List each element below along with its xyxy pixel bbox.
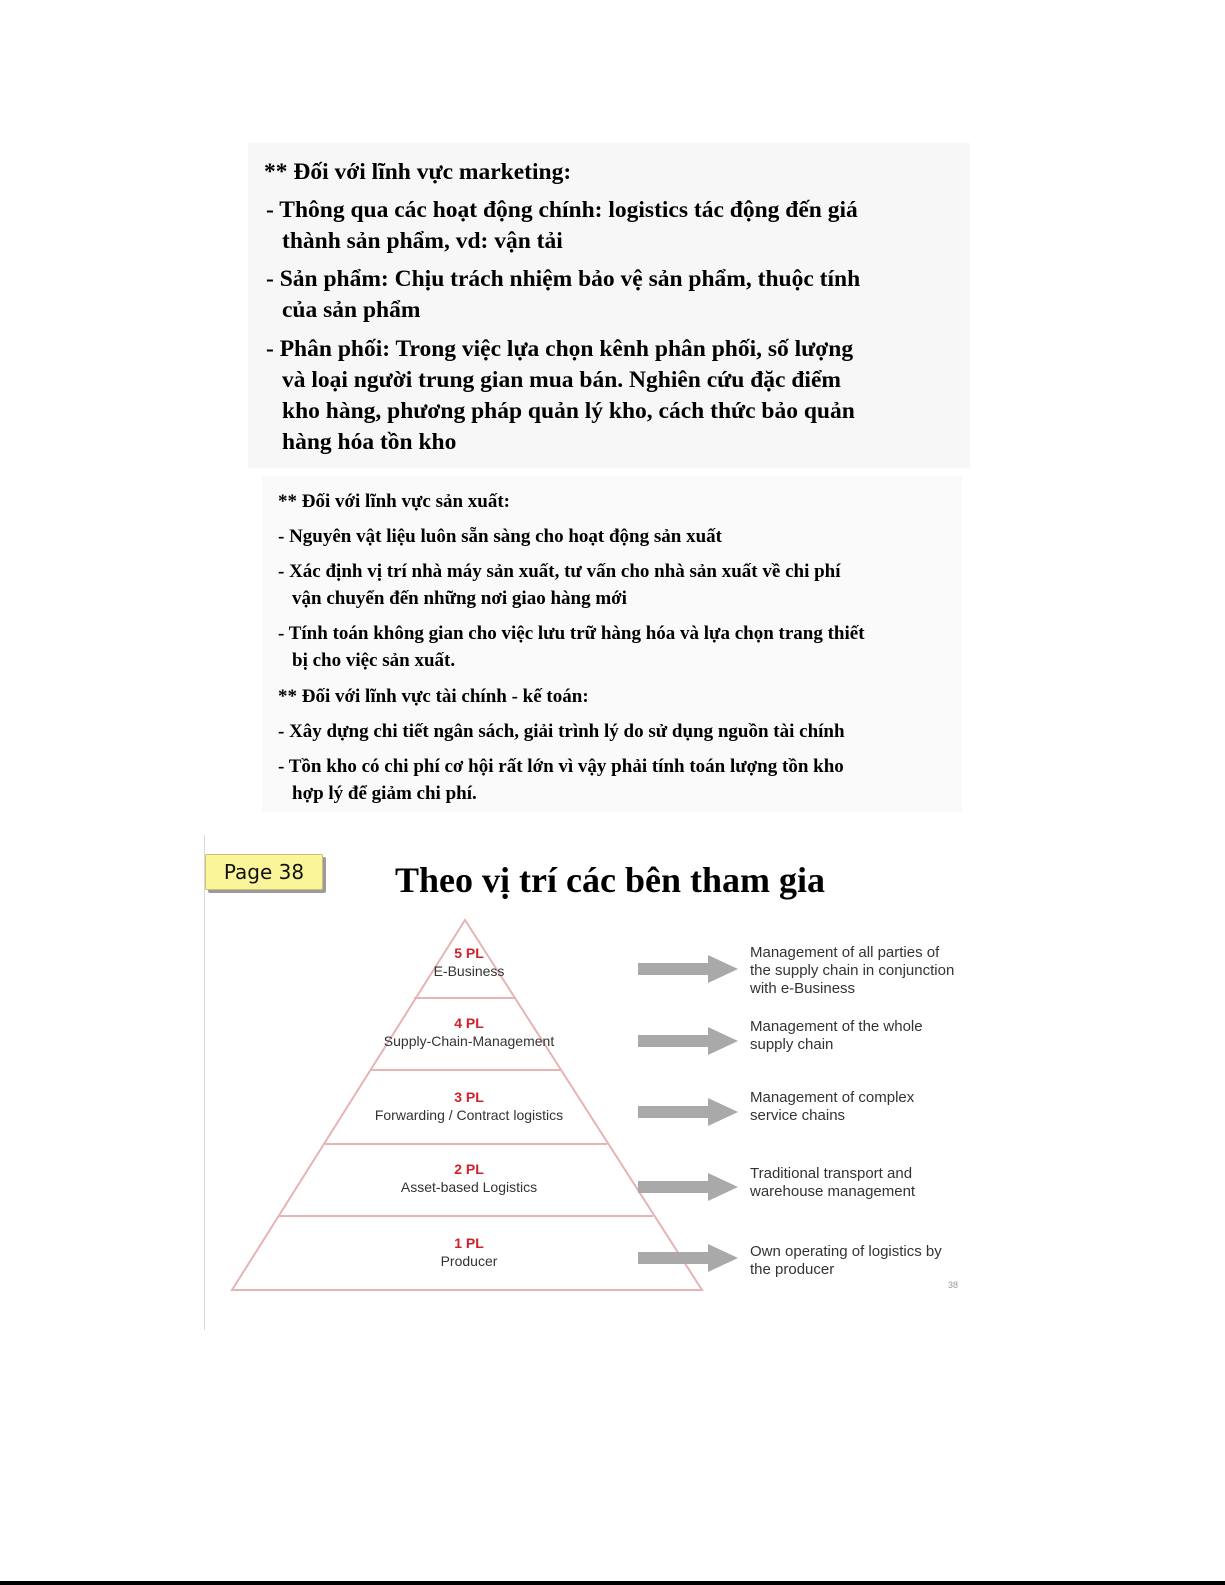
- level-2pl-name: Asset-based Logistics: [400, 1179, 538, 1195]
- level-4pl-code: 4 PL: [454, 1015, 484, 1031]
- level-3pl: [319, 1089, 619, 1124]
- level-2pl-description: [750, 1165, 1000, 1201]
- arrow-right-icon: [638, 1026, 740, 1056]
- marketing-item-3-line1: - Phân phối: Trong việc lựa chọn kênh phân phối, số lượng: [266, 336, 854, 362]
- level-5pl-code: 5 PL: [454, 945, 484, 961]
- page-badge: Page 38: [205, 854, 323, 890]
- level-3pl-desc-line1: Management of complex: [750, 1089, 915, 1106]
- arrow-right-icon: [638, 954, 740, 984]
- level-5pl-desc-line2: the supply chain in conjunction: [750, 962, 955, 979]
- marketing-item-1-line2: thành sản phẩm, vd: vận tải: [282, 228, 563, 254]
- level-5pl-desc-line3: with e-Business: [750, 980, 856, 997]
- production-item-1: [278, 523, 950, 550]
- level-1pl-desc-line1: Own operating of logistics by: [750, 1243, 942, 1260]
- level-5pl-description: [750, 944, 1000, 998]
- marketing-item-2: [266, 264, 966, 326]
- finance-item-2-line1: - Tồn kho có chi phí cơ hội rất lớn vì vậy phải tính toán lượng tồn kho: [278, 756, 844, 777]
- level-1pl-description: [750, 1243, 1000, 1279]
- production-item-2: [278, 558, 950, 612]
- level-2pl: [319, 1161, 619, 1196]
- production-heading: ** Đối với lĩnh vực sản xuất:: [278, 491, 511, 512]
- level-5pl-name: E-Business: [433, 963, 505, 979]
- level-5pl-desc-line1: Management of all parties of: [750, 944, 940, 961]
- level-3pl-name: Forwarding / Contract logistics: [374, 1107, 564, 1123]
- finance-item-2: [278, 753, 950, 807]
- arrow-right-icon: [638, 1097, 740, 1127]
- marketing-item-3: [266, 334, 966, 458]
- slide-divider: [204, 835, 205, 1330]
- level-2pl-desc-line1: Traditional transport and: [750, 1165, 913, 1182]
- production-item-3-line2: bị cho việc sản xuất.: [292, 650, 456, 671]
- finance-item-2-line2: hợp lý để giảm chi phí.: [292, 783, 477, 804]
- level-4pl-desc-line2: supply chain: [750, 1036, 834, 1053]
- slide-number: 38: [948, 1280, 959, 1290]
- marketing-item-3-line4: hàng hóa tồn kho: [282, 429, 457, 455]
- marketing-item-2-line2: của sản phẩm: [282, 297, 421, 323]
- level-1pl: [319, 1235, 619, 1270]
- level-1pl-code: 1 PL: [454, 1235, 484, 1251]
- level-2pl-desc-line2: warehouse management: [750, 1183, 916, 1200]
- arrow-right-icon: [638, 1172, 740, 1202]
- bottom-border: [0, 1581, 1225, 1585]
- production-item-2-line2: vận chuyển đến những nơi giao hàng mới: [292, 588, 627, 609]
- level-3pl-description: [750, 1089, 1000, 1125]
- level-5pl: [319, 945, 619, 980]
- level-2pl-code: 2 PL: [454, 1161, 484, 1177]
- level-4pl-description: [750, 1018, 1000, 1054]
- marketing-heading: ** Đối với lĩnh vực marketing:: [264, 159, 572, 185]
- slide-title: Theo vị trí các bên tham gia: [395, 860, 825, 900]
- level-3pl-desc-line2: service chains: [750, 1107, 846, 1124]
- marketing-item-2-line1: - Sản phẩm: Chịu trách nhiệm bảo vệ sản phẩm, thuộc tính: [266, 266, 861, 292]
- production-item-2-line1: - Xác định vị trí nhà máy sản xuất, tư vấn cho nhà sản xuất về chi phí: [278, 561, 841, 582]
- level-3pl-code: 3 PL: [454, 1089, 484, 1105]
- arrow-right-icon: [638, 1243, 740, 1273]
- finance-item-1-line1: - Xây dựng chi tiết ngân sách, giải trình lý do sử dụng nguồn tài chính: [278, 721, 845, 742]
- production-item-3-line1: - Tính toán không gian cho việc lưu trữ hàng hóa và lựa chọn trang thiết: [278, 623, 865, 644]
- level-4pl-desc-line1: Management of the whole: [750, 1018, 923, 1035]
- production-item-3: [278, 620, 950, 674]
- marketing-item-3-line2: và loại người trung gian mua bán. Nghiên cứu đặc điểm: [282, 367, 841, 393]
- marketing-item-1-line1: - Thông qua các hoạt động chính: logistics tác động đến giá: [266, 197, 858, 223]
- level-1pl-name: Producer: [440, 1253, 498, 1269]
- production-item-1-line1: - Nguyên vật liệu luôn sẵn sàng cho hoạt động sản xuất: [278, 526, 722, 547]
- marketing-item-3-line3: kho hàng, phương pháp quản lý kho, cách thức bảo quản: [282, 398, 855, 424]
- level-4pl-name: Supply-Chain-Management: [383, 1033, 555, 1049]
- level-4pl: [319, 1015, 619, 1050]
- finance-item-1: [278, 718, 950, 745]
- level-1pl-desc-line2: the producer: [750, 1261, 835, 1278]
- finance-heading: ** Đối với lĩnh vực tài chính - kế toán:: [278, 686, 589, 707]
- marketing-item-1: [266, 195, 966, 257]
